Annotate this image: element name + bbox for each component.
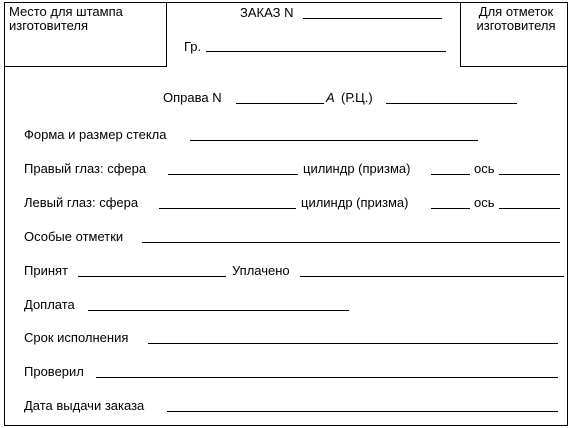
stamp-box-divider: [166, 2, 167, 66]
special-notes-field[interactable]: [142, 242, 560, 243]
left-eye-cyl-field[interactable]: [431, 208, 470, 209]
frame-rc-label: (Р.Ц.): [341, 90, 373, 105]
right-eye-sphere-label: Правый глаз: сфера: [24, 161, 147, 176]
glass-shape-field[interactable]: [190, 140, 478, 141]
accepted-field[interactable]: [78, 276, 226, 277]
left-eye-axis-label: ось: [474, 195, 495, 210]
order-number-label: ЗАКАЗ N: [240, 5, 294, 20]
glass-shape-label: Форма и размер стекла: [24, 127, 167, 142]
frame-rc-field[interactable]: [386, 103, 517, 104]
paid-field[interactable]: [300, 276, 564, 277]
checked-by-label: Проверил: [24, 364, 84, 379]
marks-box-divider: [460, 2, 461, 66]
stamp-area-line2: изготовителя: [9, 18, 89, 33]
stamp-box-bottom: [4, 66, 167, 67]
marks-box-bottom: [460, 66, 568, 67]
deadline-field[interactable]: [148, 343, 558, 344]
left-eye-cyl-label: цилиндр (призма): [301, 195, 409, 210]
paid-label: Уплачено: [232, 263, 290, 278]
frame-a-label: A: [326, 90, 335, 105]
left-eye-sphere-field[interactable]: [159, 208, 296, 209]
issue-date-label: Дата выдачи заказа: [24, 398, 145, 413]
right-eye-axis-label: ось: [474, 161, 495, 176]
surcharge-label: Доплата: [24, 297, 75, 312]
marks-area-label: [466, 5, 566, 33]
checked-by-field[interactable]: [96, 377, 558, 378]
right-eye-axis-field[interactable]: [499, 174, 560, 175]
right-eye-sphere-field[interactable]: [168, 174, 298, 175]
frame-number-label: Оправа N: [163, 90, 222, 105]
right-eye-cyl-field[interactable]: [431, 174, 470, 175]
frame-number-field[interactable]: [236, 103, 324, 104]
marks-area-line1: Для отметок: [478, 4, 554, 19]
deadline-label: Срок исполнения: [24, 330, 129, 345]
stamp-area-line1: Место для штампа: [9, 4, 123, 19]
surcharge-field[interactable]: [88, 310, 349, 311]
right-eye-cyl-label: цилиндр (призма): [303, 161, 411, 176]
left-eye-axis-field[interactable]: [499, 208, 560, 209]
special-notes-label: Особые отметки: [24, 229, 124, 244]
accepted-label: Принят: [24, 263, 69, 278]
marks-area-line2: изготовителя: [476, 18, 556, 33]
group-label: Гр.: [184, 39, 202, 54]
left-eye-sphere-label: Левый глаз: сфера: [24, 195, 139, 210]
stamp-area-label: [9, 5, 159, 33]
issue-date-field[interactable]: [167, 411, 558, 412]
order-number-field[interactable]: [303, 18, 442, 19]
group-field[interactable]: [206, 51, 446, 52]
